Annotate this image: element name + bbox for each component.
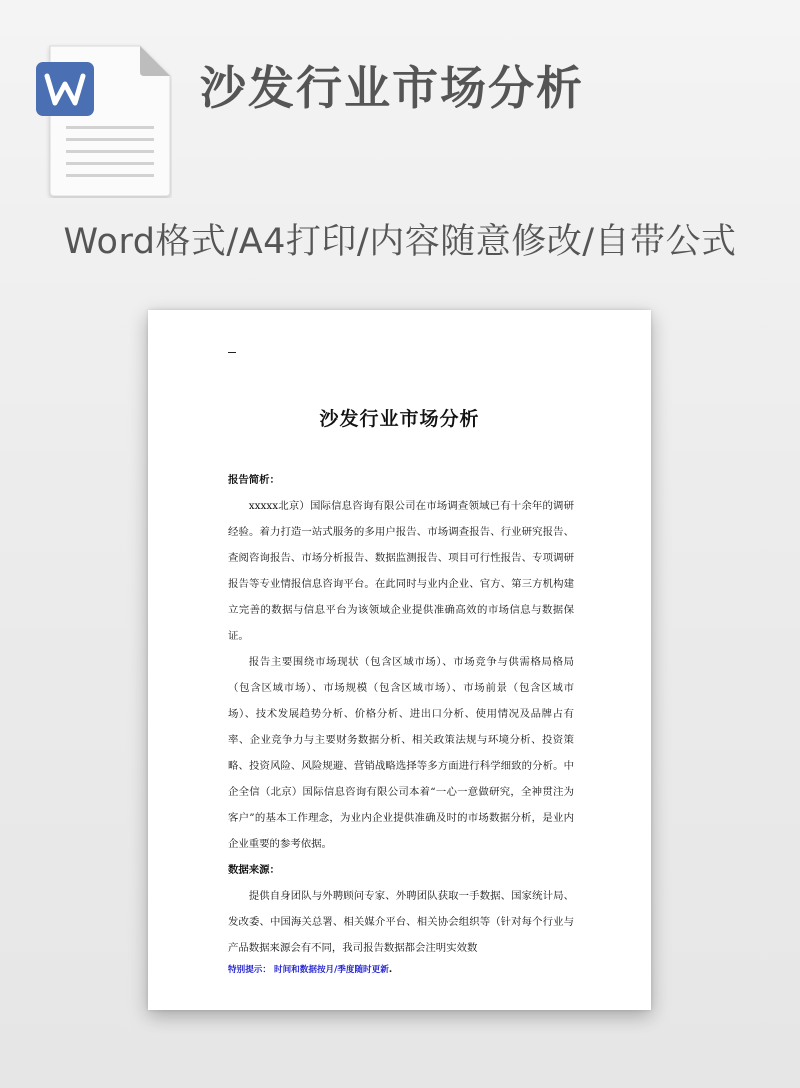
- special-notice: [228, 963, 574, 977]
- paragraph-report-scope: 报告主要围绕市场现状（包含区域市场）、市场竞争与供需格局格局（包含区域市场）、市场规模（包含区域市场）、市场前景（包含区域市场）、技术发展趋势分析、价格分析、进出口分析、使用情况及品牌占有率、企业竞争力与主要财务数据分析、相关政策法规与环境分析、投资策略、投资风险、风险规避、营销战略选择等多方面进行科学细致的分析。中企全信（北京）国际信息咨询有限公司本着“一心一意做研究，全神贯注为客户”的基本工作理念，为业内企业提供准确及时的市场数据分析，是业内企业重要的参考依据。: [228, 656, 574, 850]
- section-heading-summary: 报告简析：: [228, 474, 280, 486]
- document-page: [148, 310, 651, 1010]
- notice-text: 时间和数据按月/季度随时更新: [273, 965, 389, 975]
- document-body: [228, 467, 574, 977]
- document-title: 沙发行业市场分析: [319, 408, 480, 430]
- header-subtitle: Word格式/A4打印/内容随意修改/自带公式: [63, 222, 737, 262]
- page-mark: [228, 352, 236, 353]
- word-document-icon: [36, 40, 172, 198]
- notice-end: .: [388, 965, 393, 975]
- section-heading-data-source: 数据来源：: [228, 864, 280, 876]
- paragraph-data-source: 提供自身团队与外聘顾问专家、外聘团队获取一手数据、国家统计局、发改委、中国海关总署、相关媒介平台、相关协会组织等（针对每个行业与产品数据来源会有不同，我司报告数据都会注明实效数: [228, 890, 574, 954]
- notice-label: 特别提示：: [228, 965, 271, 975]
- paragraph-company-intro: xxxxx北京）国际信息咨询有限公司在市场调查领域已有十余年的调研经验。着力打造一站式服务的多用户报告、市场调查报告、行业研究报告、查阅咨询报告、市场分析报告、数据监测报告、项目可行性报告、专项调研报告等专业情报信息咨询平台。在此同时与业内企业、官方、第三方机构建立完善的数据与信息平台为该领域企业提供准确高效的市场信息与数据保证。: [228, 500, 574, 642]
- header-title: 沙发行业市场分析: [200, 61, 584, 115]
